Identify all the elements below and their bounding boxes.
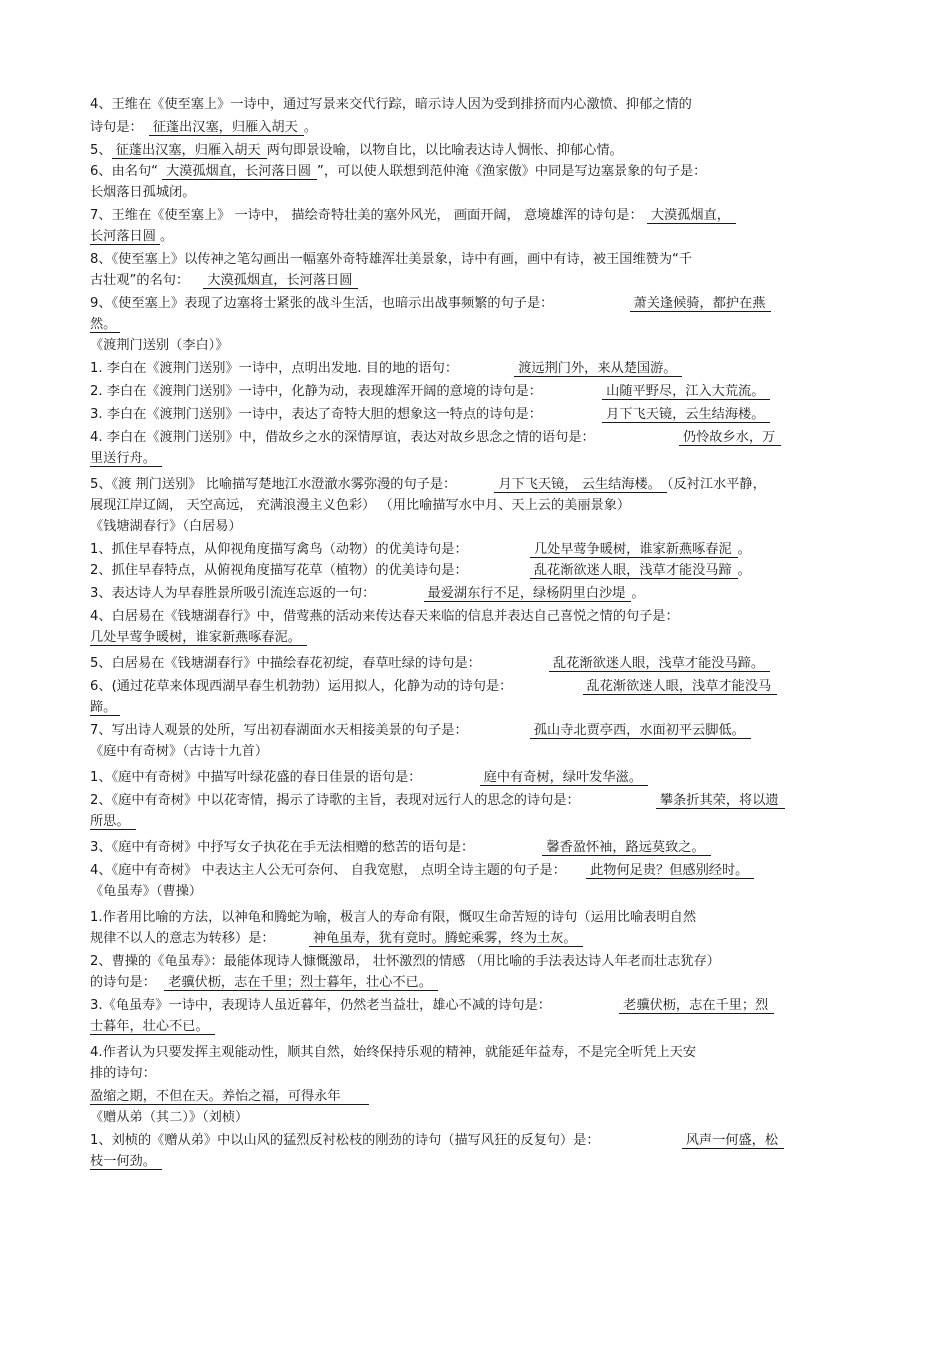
- text-line-bj7: 7、写出诗人观景的处所，写出初春湖面水天相接美景的句子是： 孤山寺北贾亭西，水面初平云脚低。: [90, 722, 880, 739]
- text-line-gs4: 4.作者认为只要发挥主观能动性，顺其自然，始终保持乐观的精神，就能延年益寿，不是完全听凭上天安: [90, 1045, 697, 1060]
- text-line-gs4-answer: [90, 1088, 880, 1105]
- answer-blank: 此物何足贵？但感别经时。: [586, 863, 754, 879]
- answer-blank: 里送行舟。: [90, 451, 162, 467]
- answer-blank: 馨香盈怀袖，路远莫致之。: [542, 840, 710, 856]
- text-line-q6-answer: 长烟落日孤城闭。: [90, 185, 196, 200]
- text-line-tz2: 2、《庭中有奇树》中以花寄情，揭示了诗歌的主旨，表现对远行人的思念的诗句是： 攀条折其荣，将以遗: [90, 792, 880, 809]
- answer-blank: 枝一何劲。: [90, 1154, 162, 1170]
- section-heading-zengcongdi: 《赠从弟（其二）》（刘桢）: [90, 1110, 249, 1125]
- text-line-q8-answer: 古壮观”的名句： 大漠孤烟直，长河落日圆: [90, 272, 880, 289]
- text-line-q8: 8、《使至塞上》以传神之笔勾画出一幅塞外奇特雄浑壮美景象，诗中有画，画中有诗，被王国维赞为“千: [90, 252, 693, 267]
- text-line-zc1: 1、刘桢的《赠从弟》中以山风的猛烈反衬松枝的刚劲的诗句（描写风狂的反复句）是： 风声一何盛，松: [90, 1132, 880, 1149]
- text-line-gs1-answer: 规律不以人的意志为转移）是： 神龟虽寿，犹有竟时。腾蛇乘雾，终为土灰。: [90, 930, 880, 947]
- text-line-gs3-cont: [90, 1018, 880, 1035]
- answer-blank: 最爱湖东行不足，绿杨阴里白沙堤: [424, 586, 632, 602]
- document-page: [90, 96, 880, 1170]
- answer-blank: 乱花渐欲迷人眼，浅草才能没马: [583, 679, 778, 695]
- answer-blank: 萧关逢候骑，都护在燕: [630, 296, 772, 312]
- text-line-q5: 5、 征蓬出汉塞，归雁入胡天 两句即景设喻，以物自比，以比喻表达诗人惆怅、抑郁心情。: [90, 143, 623, 158]
- text-line-lb2: 2. 李白在《渡荆门送别》一诗中，化静为动，表现雄浑开阔的意境的诗句是： 山随平野尽，江入大荒流。: [90, 383, 880, 400]
- text-line-bj4: 4、白居易在《钱塘湖春行》中，借莺燕的活动来传达春天来临的信息并表达自己喜悦之情的句子是：: [90, 609, 679, 624]
- text-line-q4-answer: 诗句是： 征蓬出汉塞，归雁入胡天 。: [90, 120, 317, 135]
- answer-blank: 乱花渐欲迷人眼，浅草才能没马蹄。: [549, 656, 770, 672]
- text-line-lb5-note: 展现江岸辽阔， 天空高远， 充满浪漫主义色彩） （用比喻描写水中月、天上云的美丽景象）: [90, 498, 631, 513]
- text-line-lb4: 4. 李白在《渡荆门送别》中，借故乡之水的深情厚谊，表达对故乡思念之情的语句是： 仍怜故乡水，万: [90, 429, 880, 446]
- text-line-bj3: 3、表达诗人为早春胜景所吸引流连忘返的一句： 最爱湖东行不足，绿杨阴里白沙堤 。: [90, 586, 645, 601]
- answer-blank: 征蓬出汉塞，归雁入胡天: [149, 120, 304, 136]
- text-line-gs1: 1.作者用比喻的方法，以神龟和腾蛇为喻，极言人的寿命有限，慨叹生命苦短的诗句（运用比喻表明自然: [90, 910, 697, 925]
- text-line-lb3: 3. 李白在《渡荆门送别》一诗中，表达了奇特大胆的想象这一特点的诗句是： 月下飞天镜，云生结海楼。: [90, 406, 880, 423]
- answer-blank: 大漠孤烟直，长河落日圆: [203, 273, 358, 289]
- answer-blank: 攀条折其荣，将以遗: [656, 793, 785, 809]
- answer-blank: 渡远荆门外，来从楚国游。: [514, 361, 682, 377]
- answer-blank: 然。: [90, 317, 120, 333]
- answer-blank: 庭中有奇树，绿叶发华滋。: [480, 770, 648, 786]
- answer-blank: 月下飞天镜， 云生结海楼。: [494, 477, 666, 493]
- text-line-q9-cont: [90, 316, 880, 333]
- answer-blank: 风声一何盛，松: [682, 1133, 784, 1149]
- text-line-q7: 7、王维在《使至塞上》 一诗中， 描绘奇特壮美的塞外风光， 画面开阔， 意境雄浑的诗句是： 大漠孤烟直，: [90, 207, 880, 224]
- answer-blank: 仍怜故乡水，万: [679, 430, 781, 446]
- text-line-bj5: 5、白居易在《钱塘湖春行》中描绘春花初绽，春草吐绿的诗句是： 乱花渐欲迷人眼，浅草才能没马蹄。: [90, 655, 880, 672]
- answer-blank: 长河落日圆: [90, 229, 160, 245]
- answer-blank: 蹄。: [90, 700, 120, 716]
- answer-blank: 几处早莺争暖树，谁家新燕啄春泥: [530, 542, 738, 558]
- text-line-bj6-cont: [90, 699, 880, 716]
- answer-blank: 大漠孤烟直，: [647, 208, 736, 224]
- section-heading-qiantanghu: 《钱塘湖春行》（白居易）: [90, 519, 242, 534]
- text-line-q4-wangwei: 4、王维在《使至塞上》一诗中，通过写景来交代行踪，暗示诗人因为受到排挤而内心激愤、抑郁之情的: [90, 97, 692, 112]
- answer-blank: 士暮年，壮心不已。: [90, 1019, 215, 1035]
- answer-blank: 大漠孤烟直，长河落日圆: [162, 164, 317, 180]
- text-line-q6: 6、由名句“ 大漠孤烟直，长河落日圆 ”，可以使人联想到范仲淹《渔家傲》中同是写边塞景象的句子是：: [90, 164, 707, 179]
- text-line-zc1-cont: [90, 1153, 880, 1170]
- text-line-tz2-cont: [90, 813, 880, 830]
- answer-blank: 所思。: [90, 814, 136, 830]
- text-line-tz4: 4、《庭中有奇树》 中表达主人公无可奈何、 自我宽慰， 点明全诗主题的句子是： 此物何足贵？但感别经时。: [90, 862, 880, 879]
- text-line-gs2-answer: 的诗句是： 老骥伏枥，志在千里；烈士暮年，壮心不已。: [90, 974, 880, 991]
- text-line-lb4-cont: [90, 450, 880, 467]
- answer-blank: 乱花渐欲迷人眼，浅草才能没马蹄: [530, 563, 738, 579]
- section-heading-guisuishou: 《龟虽寿》（曹操）: [90, 884, 203, 899]
- text-line-bj1: 1、抓住早春特点，从仰视角度描写禽鸟（动物）的优美诗句是： 几处早莺争暖树，谁家新燕啄春泥 。: [90, 542, 751, 557]
- answer-blank: 盈缩之期，不但在天。养怡之福，可得永年: [90, 1089, 369, 1105]
- text-line-q9: 9、《使至塞上》表现了边塞将士紧张的战斗生活，也暗示出战事频繁的句子是： 萧关逢候骑，都护在燕: [90, 295, 880, 312]
- answer-blank: 几处早莺争暖树，谁家新燕啄春泥。: [90, 630, 307, 646]
- text-line-bj2: 2、抓住早春特点，从俯视角度描写花草（植物）的优美诗句是： 乱花渐欲迷人眼，浅草才能没马蹄 。: [90, 563, 751, 578]
- answer-blank: 月下飞天镜，云生结海楼。: [602, 407, 770, 423]
- answer-blank: 孤山寺北贾亭西，水面初平云脚低。: [530, 723, 751, 739]
- answer-blank: 老骥伏枥，志在千里；烈士暮年，壮心不已。: [164, 975, 438, 991]
- text-line-bj4-answer: [90, 629, 880, 646]
- text-line-tz1: 1、《庭中有奇树》中描写叶绿花盛的春日佳景的语句是： 庭中有奇树，绿叶发华滋。: [90, 769, 880, 786]
- answer-blank: 老骥伏枥，志在千里；烈: [619, 998, 774, 1014]
- text-line-tz3: 3、《庭中有奇树》中抒写女子执花在手无法相赠的愁苦的语句是： 馨香盈怀袖，路远莫致之。: [90, 839, 880, 856]
- text-line-gs3: 3.《龟虽寿》一诗中，表现诗人虽近暮年，仍然老当益壮，雄心不减的诗句是： 老骥伏枥，志在千里；烈: [90, 997, 880, 1014]
- text-line-gs4-cont: 排的诗句：: [90, 1066, 156, 1081]
- text-line-lb5: 5、《渡 荆门送别》 比喻描写楚地江水澄澈水雾弥漫的句子是： 月下飞天镜， 云生结海楼。 （反衬江水平静，: [90, 477, 766, 492]
- text-line-lb1: 1. 李白在《渡荆门送别》一诗中，点明出发地. 目的地的语句： 渡远荆门外，来从楚国游。: [90, 360, 880, 377]
- answer-blank: 山随平野尽，江入大荒流。: [602, 384, 770, 400]
- section-heading-tingzhong: 《庭中有奇树》（古诗十九首）: [90, 744, 269, 759]
- section-heading-dujingmen: 《渡荆门送别（李白）》: [90, 338, 229, 353]
- text-line-q7-cont: 长河落日圆 。: [90, 229, 174, 244]
- answer-blank: 神龟虽寿，犹有竟时。腾蛇乘雾，终为土灰。: [309, 931, 583, 947]
- text-line-bj6: 6、(通过花草来体现西湖早春生机勃勃）运用拟人，化静为动的诗句是： 乱花渐欲迷人眼，浅草才能没马: [90, 678, 880, 695]
- answer-blank: 征蓬出汉塞，归雁入胡天: [112, 143, 267, 159]
- text-line-gs2: 2、曹操的《龟虽寿》：最能体现诗人慷慨激昂， 壮怀激烈的情感 （用比喻的手法表达诗人年老而壮志犹存）: [90, 954, 720, 969]
